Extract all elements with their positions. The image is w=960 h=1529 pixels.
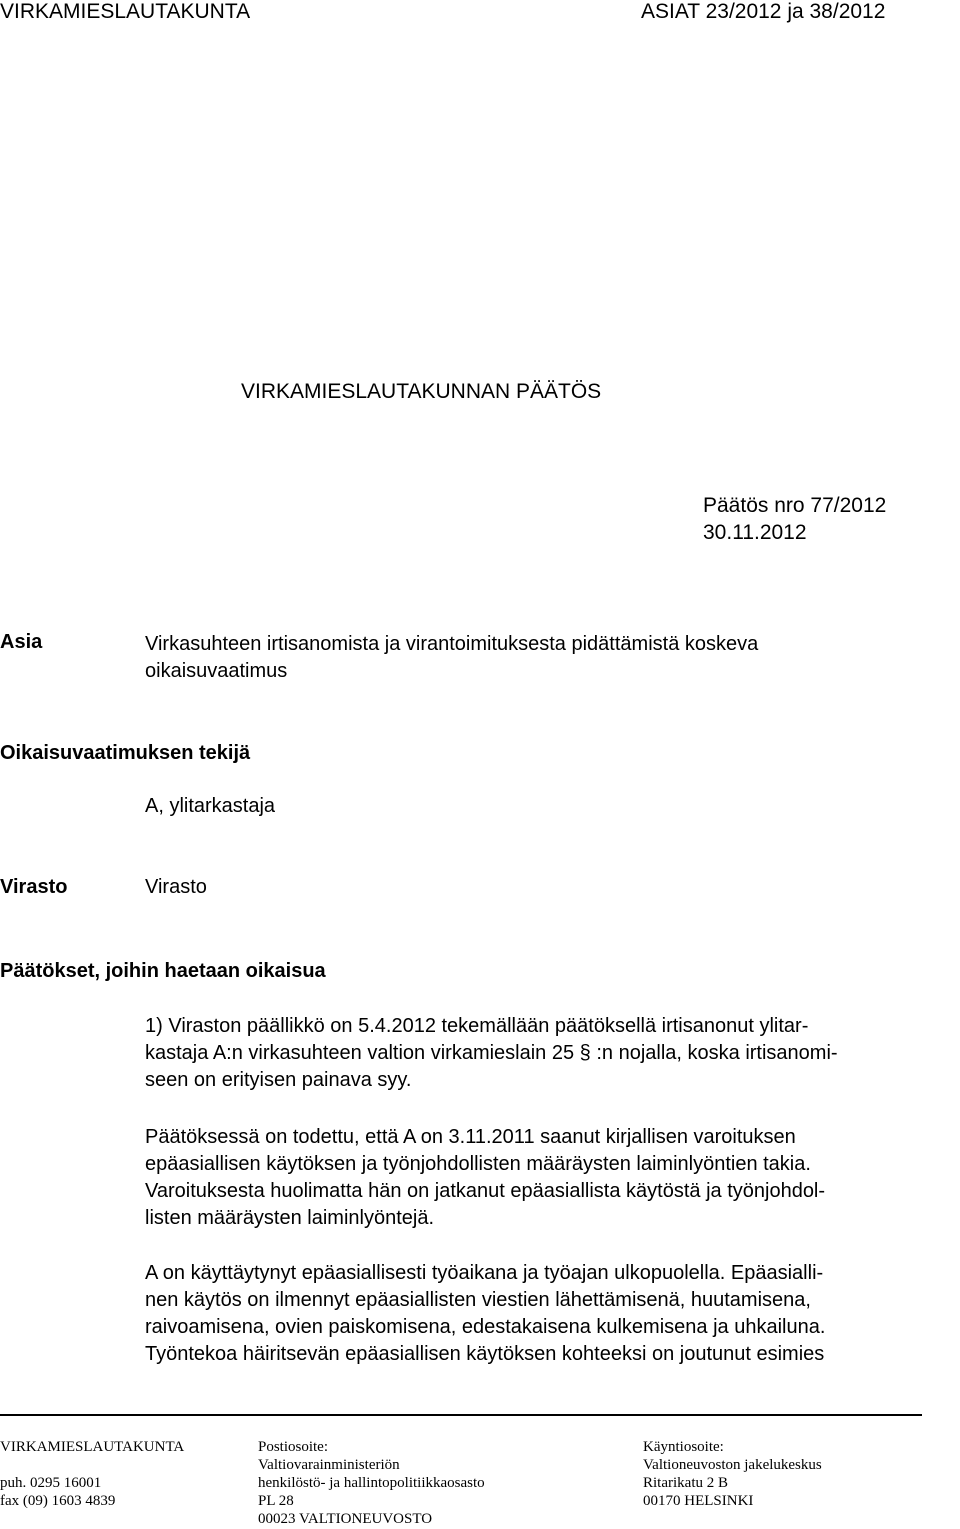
paragraph-line: kastaja A:n virkasuhteen valtion virkamieslain 25 § :n nojalla, koska irtisanomi- — [145, 1042, 838, 1064]
page-title: VIRKAMIESLAUTAKUNNAN PÄÄTÖS — [241, 380, 602, 403]
paragraph-3 — [145, 1260, 825, 1368]
footer-org: VIRKAMIESLAUTAKUNTA — [0, 1439, 185, 1455]
footer-visiting-address — [643, 1438, 822, 1510]
paragraph-line: 1) Viraston päällikkö on 5.4.2012 tekemällään päätöksellä irtisanonut ylitar- — [145, 1015, 809, 1037]
subject-line: Virkasuhteen irtisanomista ja virantoimituksesta pidättämistä koskeva — [145, 633, 759, 655]
decisions-label: Päätökset, joihin haetaan oikaisua — [0, 960, 326, 982]
footer-phone: puh. 0295 16001 — [0, 1475, 102, 1491]
footer-line: 00170 HELSINKI — [643, 1493, 754, 1509]
footer-line: PL 28 — [258, 1493, 294, 1509]
paragraph-line: Päätöksessä on todettu, että A on 3.11.2011 saanut kirjallisen varoituksen — [145, 1126, 796, 1148]
paragraph-line: nen käytös on ilmennyt epäasiallisten viestien lähettämisenä, huutamisena, — [145, 1289, 811, 1311]
agency-label: Virasto — [0, 876, 68, 898]
paragraph-line: listen määräysten laiminlyöntejä. — [145, 1207, 435, 1229]
footer-line: Käyntiosoite: — [643, 1439, 724, 1455]
decision-number: Päätös nro 77/2012 — [703, 494, 887, 517]
paragraph-1 — [145, 1013, 838, 1094]
footer-divider — [0, 1414, 922, 1416]
footer-fax: fax (09) 1603 4839 — [0, 1493, 116, 1509]
paragraph-2 — [145, 1124, 825, 1232]
footer-contact — [0, 1438, 184, 1510]
header-org: VIRKAMIESLAUTAKUNTA — [0, 0, 251, 23]
paragraph-line: seen on erityisen painava syy. — [145, 1069, 412, 1091]
paragraph-line: A on käyttäytynyt epäasiallisesti työaikana ja työajan ulkopuolella. Epäasialli- — [145, 1262, 824, 1284]
paragraph-line: Varoituksesta huolimatta hän on jatkanut epäasiallista käytöstä ja työnjohdol- — [145, 1180, 826, 1202]
paragraph-line: Työntekoa häiritsevän epäasiallisen käytöksen kohteeksi on joutunut esimies — [145, 1343, 825, 1365]
claimant-label: Oikaisuvaatimuksen tekijä — [0, 742, 251, 764]
claimant-value: A, ylitarkastaja — [145, 795, 276, 817]
decision-date: 30.11.2012 — [703, 521, 807, 544]
paragraph-line: epäasiallisen käytöksen ja työnjohdollisten määräysten laiminlyöntien takia. — [145, 1153, 811, 1175]
footer-spacer — [0, 1456, 184, 1474]
subject-line: oikaisuvaatimus — [145, 660, 288, 682]
subject-value — [145, 631, 758, 685]
footer-line: Valtioneuvoston jakelukeskus — [643, 1457, 822, 1473]
header-case-number: ASIAT 23/2012 ja 38/2012 — [641, 0, 886, 23]
footer-postal-address — [258, 1438, 485, 1528]
footer-line: Valtiovarainministeriön — [258, 1457, 400, 1473]
footer-line: 00023 VALTIONEUVOSTO — [258, 1511, 433, 1527]
agency-value: Virasto — [145, 876, 207, 898]
footer-line: Ritarikatu 2 B — [643, 1475, 728, 1491]
footer-line: Postiosoite: — [258, 1439, 329, 1455]
footer-line: henkilöstö- ja hallintopolitiikkaosasto — [258, 1475, 485, 1491]
paragraph-line: raivoamisena, ovien paiskomisena, edestakaisena kulkemisena ja uhkailuna. — [145, 1316, 826, 1338]
subject-label: Asia — [0, 631, 43, 653]
